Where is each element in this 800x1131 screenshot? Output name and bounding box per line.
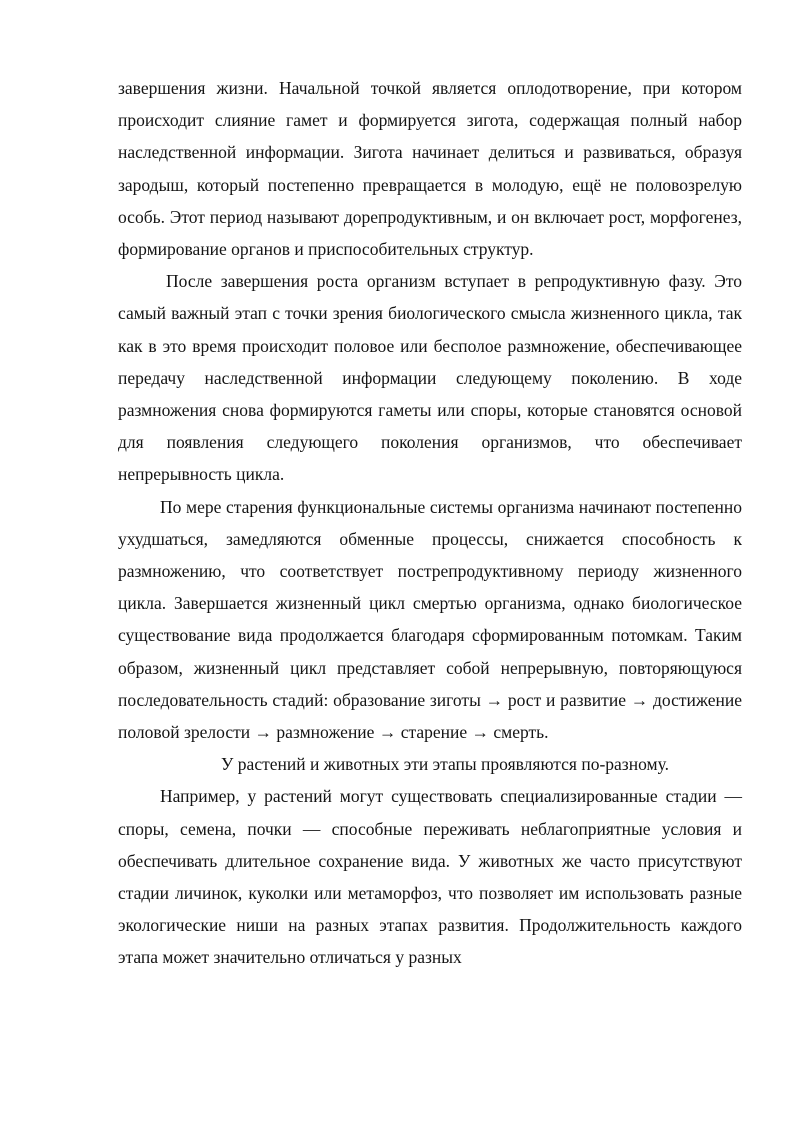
document-page bbox=[118, 72, 742, 974]
paragraph-1: завершения жизни. Начальной точкой является оплодотворение, при котором происходит слияние гамет и формируется зигота, содержащая полный набор наследственной информации. Зигота начинает делиться и развиваться, образуя зародыш, который постепенно превращается в молодую, ещё не половозрелую особь. Этот период называют дорепродуктивным, и он включает рост, морфогенез, формирование органов и приспособительных структур. bbox=[118, 78, 742, 260]
paragraph-4: У растений и животных эти этапы проявляются по-разному. bbox=[221, 754, 669, 775]
paragraph-3: По мере старения функциональные системы организма начинают постепенно ухудшаться, замедляются обменные процессы, снижается способность к размножению, что соответствует пострепродуктивному периоду жизненного цикла. Завершается жизненный цикл смертью организма, однако биологическое существование вида продолжается благодаря сформированным потомкам. Таким образом, жизненный цикл представляет собой непрерывную, повторяющуюся последовательность стадий: образование зиготы → рост и развитие → достижение половой зрелости → размножение → старение → смерть. bbox=[118, 496, 742, 743]
paragraph-2: После завершения роста организм вступает в репродуктивную фазу. Это самый важный этап с точки зрения биологического смысла жизненного цикла, так как в это время происходит половое или бесполое размножение, обеспечивающее передачу наследственной информации следующему поколению. В ходе размножения снова формируются гаметы или споры, которые становятся основой для появления следующего поколения организмов, что обеспечивает непрерывность цикла. bbox=[118, 271, 742, 485]
paragraph-5: Например, у растений могут существовать специализированные стадии — споры, семена, почки — способные переживать неблагоприятные условия и обеспечивать длительное сохранение вида. У животных же часто присутствуют стадии личинок, куколки или метаморфоз, что позволяет им использовать разные экологические ниши на разных этапах развития. Продолжительность каждого этапа может значительно отличаться у разных bbox=[118, 786, 742, 968]
